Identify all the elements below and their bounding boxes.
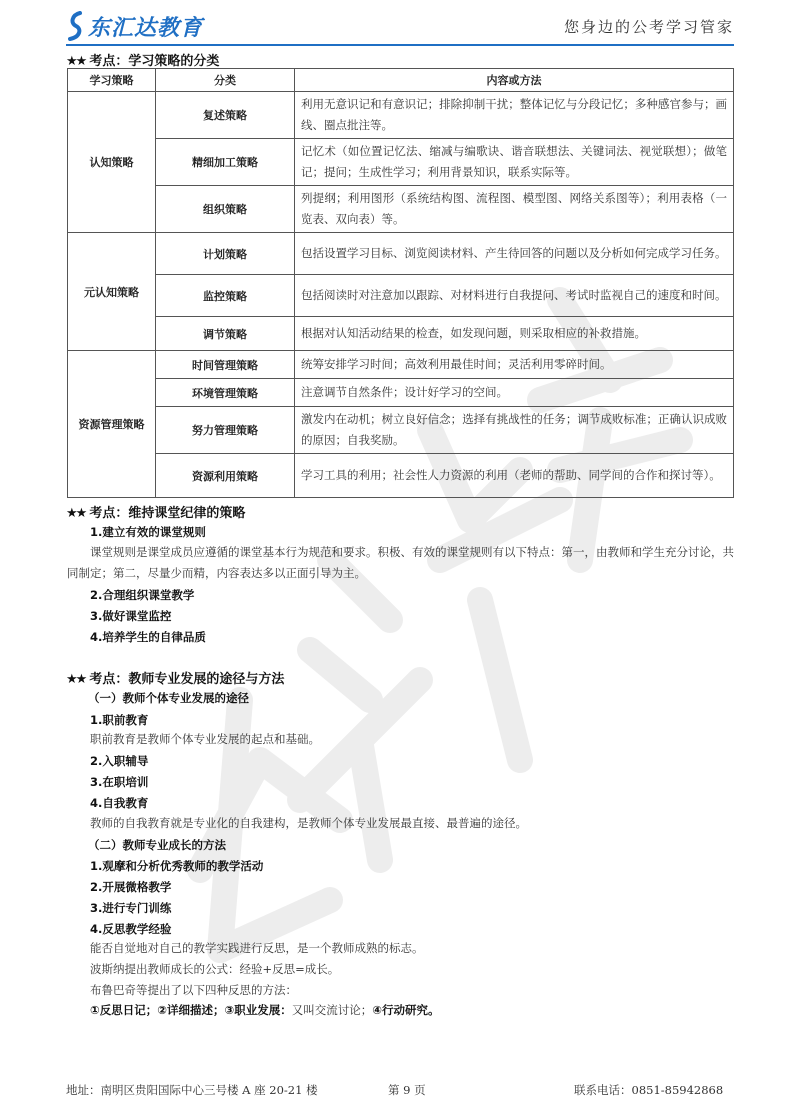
list-heading: 3.做好课堂监控 [90,609,172,623]
section-title-classroom-discipline: ★★ 考点：维持课堂纪律的策略 [66,506,246,521]
star-icon: ★★ [66,54,86,69]
list-heading: 2.合理组织课堂教学 [90,588,195,602]
category-cell: 资源管理策略 [68,351,156,498]
table-row [68,92,734,139]
method-cell: 统筹安排学习时间；高效利用最佳时间；灵活利用零碎时间。 [295,351,734,379]
table-header-cell: 内容或方法 [295,69,734,92]
paragraph: 布鲁巴奇等提出了以下四种反思的方法： [90,983,297,997]
subcategory-cell: 精细加工策略 [156,139,295,186]
paragraph: 职前教育是教师个体专业发展的起点和基础。 [90,732,320,746]
method-note: 又叫交流讨论； [291,1003,373,1017]
method-cell: 包括设置学习目标、浏览阅读材料、产生待回答的问题以及分析如何完成学习任务。 [295,233,734,275]
category-cell: 认知策略 [68,92,156,233]
section-title-teacher-development: ★★ 考点：教师专业发展的途径与方法 [66,672,285,687]
section-title-learning-strategies: ★★ 考点：学习策略的分类 [66,54,220,69]
method-cell: 注意调节自然条件；设计好学习的空间。 [295,379,734,407]
subcategory-cell: 复述策略 [156,92,295,139]
method-cell: 列提纲；利用图形（系统结构图、流程图、模型图、网络关系图等）；利用表格（一览表、双向表）等。 [295,186,734,233]
subcategory-cell: 资源利用策略 [156,454,295,498]
table-row [68,186,734,233]
subsection-heading: （一）教师个体专业发展的途径 [88,691,249,705]
list-heading: 1.观摩和分析优秀教师的教学活动 [90,859,264,873]
list-heading: 4.反思教学经验 [90,922,172,936]
star-icon: ★★ [66,672,86,687]
star-icon: ★★ [66,506,86,521]
method-cell: 包括阅读时对注意加以跟踪、对材料进行自我提问、考试时监视自己的速度和时间。 [295,275,734,317]
paragraph: 教师的自我教育就是专业化的自我建构，是教师个体专业发展最直接、最普遍的途径。 [90,816,527,830]
logo-icon [66,11,86,41]
subcategory-cell: 时间管理策略 [156,351,295,379]
method-cell: 根据对认知活动结果的检查，如发现问题，则采取相应的补救措施。 [295,317,734,351]
list-heading: 2.开展微格教学 [90,880,172,894]
table-row [68,139,734,186]
table-row [68,275,734,317]
table-row [68,454,734,498]
method-cell: 激发内在动机；树立良好信念；选择有挑战性的任务；调节成败标准；正确认识成败的原因；自我奖励。 [295,407,734,454]
method-detailed-description: ②详细描述； [157,1003,225,1017]
header-divider [66,44,734,46]
learning-strategy-table [67,68,734,498]
table-row [68,351,734,379]
footer-phone: 联系电话：0851-85942868 [574,1083,724,1097]
subcategory-cell: 努力管理策略 [156,407,295,454]
list-heading: 1.建立有效的课堂规则 [90,525,206,539]
method-career-development: ③职业发展： [224,1003,292,1017]
list-heading: 4.自我教育 [90,796,149,810]
list-heading: 3.进行专门训练 [90,901,172,915]
method-cell: 学习工具的利用；社会性人力资源的利用（老师的帮助、同学间的合作和探讨等）。 [295,454,734,498]
subsection-heading: （二）教师专业成长的方法 [88,838,226,852]
reflection-methods [90,1002,440,1018]
table-header-cell: 学习策略 [68,69,156,92]
page-number: 第 9 页 [388,1083,426,1097]
table-header-row [68,69,734,92]
method-reflective-diary: ①反思日记； [90,1003,158,1017]
subcategory-cell: 计划策略 [156,233,295,275]
page-header [66,8,734,44]
footer-address: 地址：南明区贵阳国际中心三号楼 A 座 20-21 楼 [66,1083,318,1097]
subcategory-cell: 环境管理策略 [156,379,295,407]
table-row [68,317,734,351]
subcategory-cell: 监控策略 [156,275,295,317]
method-cell: 记忆术（如位置记忆法、缩减与编歌诀、谐音联想法、关键词法、视觉联想）；做笔记；提问；生成性学习；利用背景知识，联系实际等。 [295,139,734,186]
method-cell: 利用无意识记和有意识记；排除抑制干扰；整体记忆与分段记忆；多种感官参与；画线、圈点批注等。 [295,92,734,139]
list-heading: 4.培养学生的自律品质 [90,630,206,644]
subcategory-cell: 调节策略 [156,317,295,351]
subcategory-cell: 组织策略 [156,186,295,233]
method-action-research: ④行动研究。 [372,1003,440,1017]
table-row [68,233,734,275]
category-cell: 元认知策略 [68,233,156,351]
table-row [68,407,734,454]
paragraph: 课堂规则是课堂成员应遵循的课堂基本行为规范和要求。积极、有效的课堂规则有以下特点：第一，由教师和学生充分讨论，共同制定；第二，尽量少而精，内容表达多以正面引导为主。 [67,545,734,580]
list-heading: 1.职前教育 [90,713,149,727]
list-heading: 3.在职培训 [90,775,149,789]
paragraph: 波斯纳提出教师成长的公式：经验+反思=成长。 [90,962,340,976]
logo-text: 东汇达教育 [88,15,204,41]
table-header-cell: 分类 [156,69,295,92]
list-heading: 2.入职辅导 [90,754,149,768]
table-row [68,379,734,407]
brand-logo [66,10,203,42]
paragraph: 能否自觉地对自己的教学实践进行反思，是一个教师成熟的标志。 [90,941,424,955]
header-slogan: 您身边的公考学习管家 [563,18,734,36]
